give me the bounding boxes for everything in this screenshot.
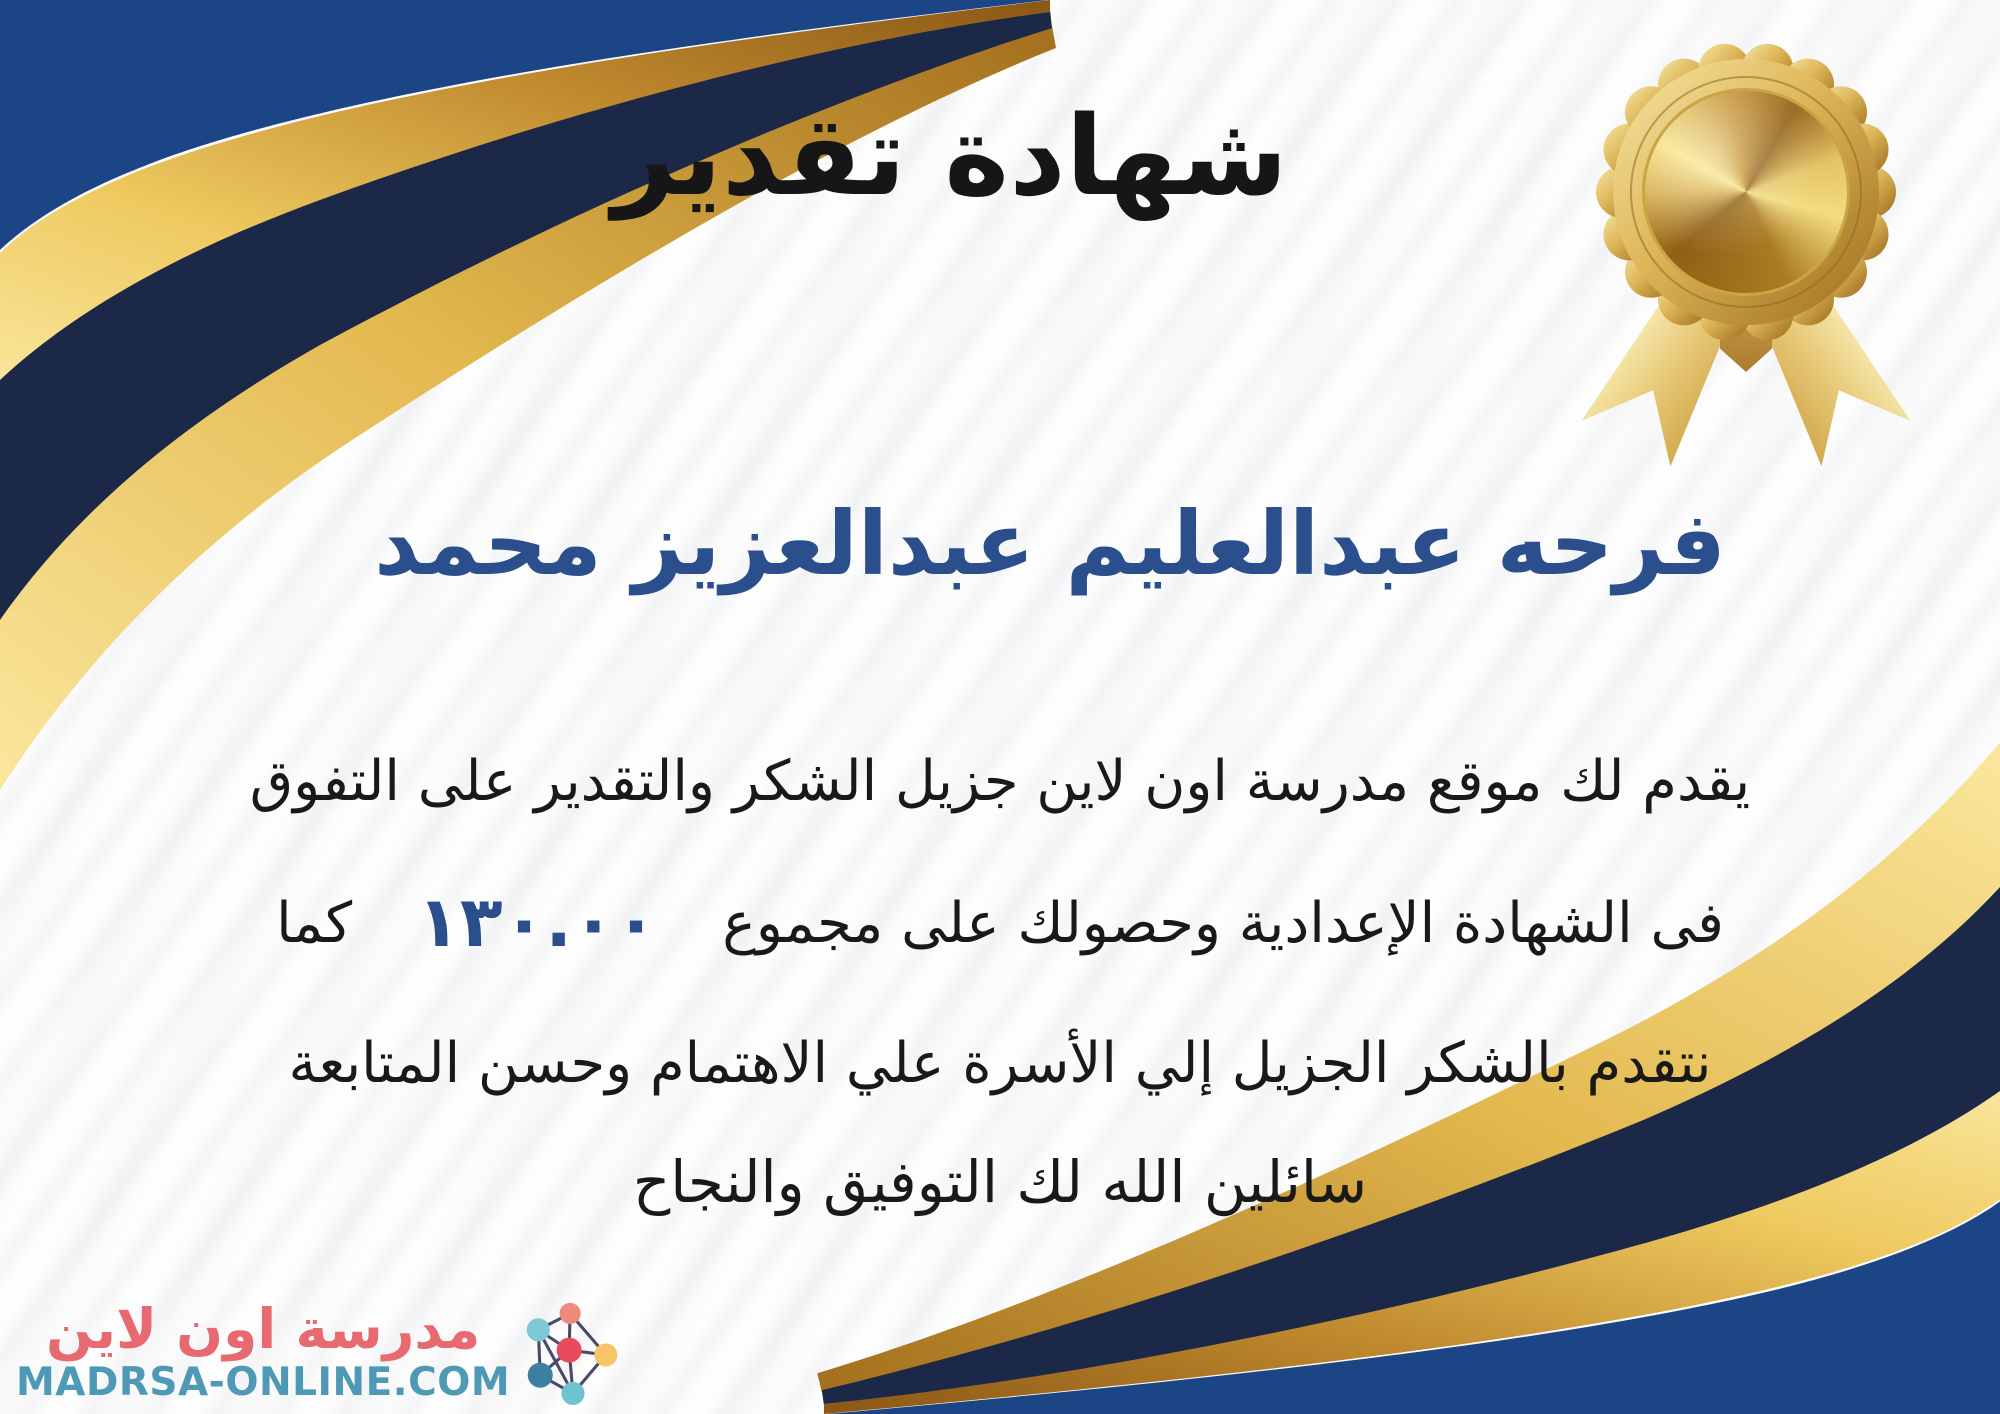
certificate-body	[40, 712, 1960, 1134]
closing-line: سائلين الله لك التوفيق والنجاح	[632, 1148, 1368, 1216]
score-value: ١٣٠.٠٠	[417, 881, 658, 963]
body-line-2	[40, 852, 1960, 994]
network-graph-icon	[520, 1296, 626, 1410]
site-logo-text	[16, 1299, 510, 1406]
recipient-name: فرحه عبدالعليم عبدالعزيز محمد	[374, 492, 1726, 595]
site-logo	[16, 1296, 626, 1410]
body-line-2-after: كما	[276, 891, 353, 956]
body-line-3: نتقدم بالشكر الجزيل إلي الأسرة علي الاهتمام وحسن المتابعة	[288, 1031, 1712, 1096]
body-line-1: يقدم لك موقع مدرسة اون لاين جزيل الشكر والتقدير على التفوق	[249, 749, 1751, 814]
site-name-arabic: مدرسة اون لاين	[45, 1297, 481, 1362]
certificate-title: شهادة تقدير	[612, 92, 1288, 220]
body-line-2-before: فى الشهادة الإعدادية وحصولك على مجموع	[722, 891, 1724, 956]
site-domain: MADRSA-ONLINE.COM	[16, 1359, 511, 1405]
